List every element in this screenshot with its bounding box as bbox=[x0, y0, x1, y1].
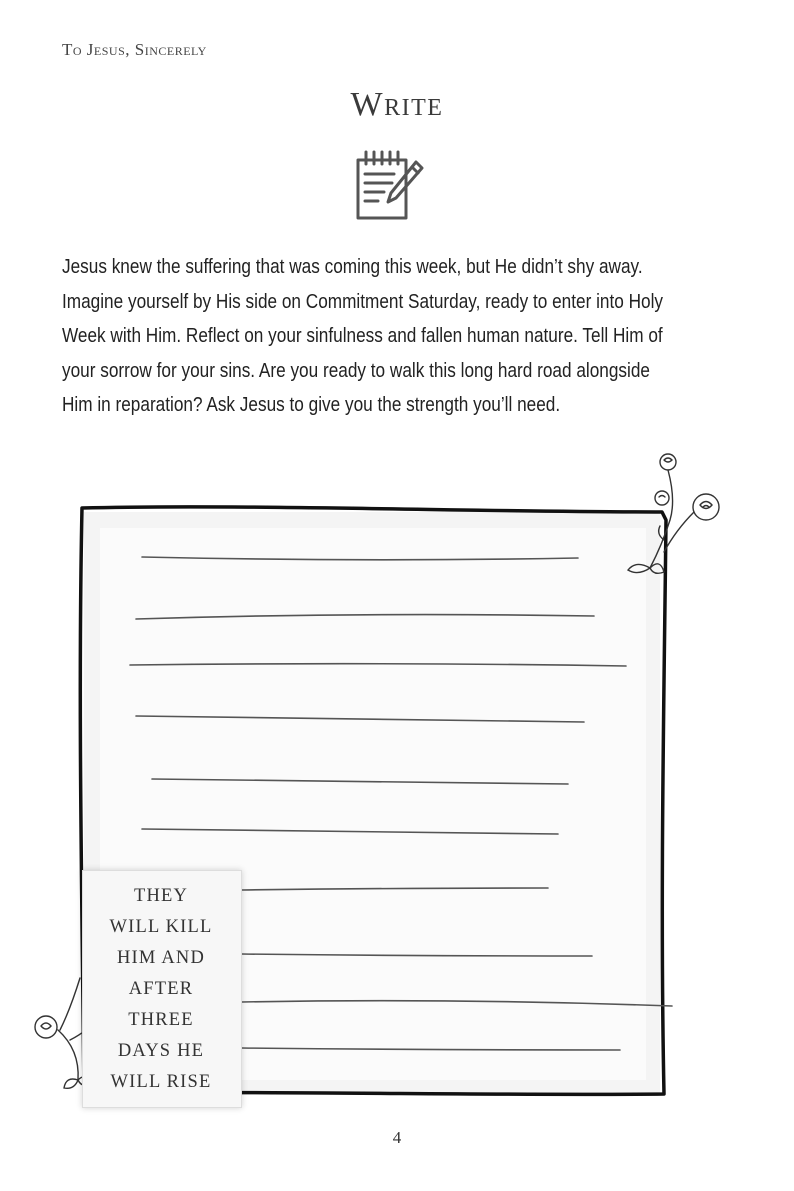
page-number: 4 bbox=[392, 1128, 402, 1147]
callout-line: WILL RISE bbox=[110, 1072, 212, 1092]
callout-line: THREE bbox=[128, 1010, 194, 1030]
prompt-line: Week with Him. Reflect on your sinfulness and fallen human nature. Tell Him of bbox=[62, 325, 663, 347]
callout-line: AFTER bbox=[128, 979, 194, 999]
callout-line: THEY bbox=[133, 886, 189, 906]
callout-line: WILL KILL bbox=[109, 917, 213, 937]
prompt-line: Jesus knew the suffering that was coming this week, but He didn’t shy away. bbox=[62, 256, 643, 278]
running-header: To Jesus, Sincerely bbox=[62, 40, 207, 59]
section-title: Write bbox=[350, 86, 444, 123]
callout-line: DAYS HE bbox=[117, 1041, 205, 1061]
prompt-line: Him in reparation? Ask Jesus to give you the strength you’ll need. bbox=[62, 394, 561, 416]
prompt-line: your sorrow for your sins. Are you ready to walk this long hard road alongside bbox=[62, 359, 650, 382]
prompt-line: Imagine yourself by His side on Commitment Saturday, ready to enter into Holy bbox=[62, 290, 663, 313]
callout-line: HIM AND bbox=[116, 948, 206, 968]
